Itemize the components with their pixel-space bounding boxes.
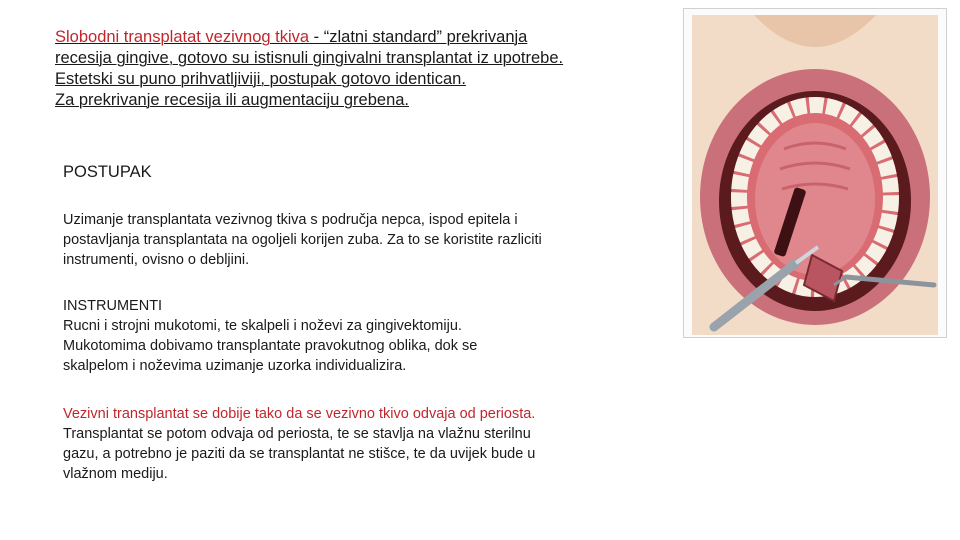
- instrumenti-line: skalpelom i noževima uzimanje uzorka individualizira.: [63, 358, 407, 374]
- postupak-paragraph: [63, 210, 633, 270]
- slide-heading: [55, 27, 675, 111]
- postupak-line: instrumenti, ovisno o debljini.: [63, 252, 250, 268]
- postupak-line: Uzimanje transplantata vezivnog tkiva s područja nepca, ispod epitela i: [63, 212, 518, 228]
- heading-line-2: recesija gingive, gotovo su istisnuli gingivalni transplantat iz upotrebe.: [55, 49, 564, 67]
- final-red-line: Vezivni transplantat se dobije tako da se vezivno tkivo odvaja od periosta.: [63, 406, 536, 422]
- postupak-title: POSTUPAK: [63, 163, 152, 181]
- palate-illustration: [683, 8, 947, 338]
- instrumenti-line: Rucni i strojni mukotomi, te skalpeli i noževi za gingivektomiju.: [63, 318, 462, 334]
- final-line: gazu, a potrebno je paziti da se transplantat ne stišce, te da uvijek bude u: [63, 446, 536, 462]
- heading-line-3: Estetski su puno prihvatljiviji, postupak gotovo identican.: [55, 70, 466, 88]
- heading-line-1: [55, 27, 675, 48]
- heading-red-text: Slobodni transplatat vezivnog tkiva: [55, 28, 310, 46]
- instrumenti-title: INSTRUMENTI: [63, 298, 163, 314]
- instrumenti-line: Mukotomima dobivamo transplantate pravokutnog oblika, dok se: [63, 338, 478, 354]
- final-line: vlažnom mediju.: [63, 466, 168, 482]
- heading-line-4: Za prekrivanje recesija ili augmentaciju grebena.: [55, 91, 410, 109]
- palate-graft-drawing: [684, 9, 946, 337]
- postupak-line: postavljanja transplantata na ogoljeli korijen zuba. Za to se koristite razliciti: [63, 232, 542, 248]
- final-paragraph: [63, 404, 633, 484]
- heading-line-1-rest: - “zlatni standard” prekrivanja: [309, 28, 528, 46]
- instrumenti-paragraph: [63, 296, 633, 376]
- palate: [755, 123, 875, 275]
- final-line: Transplantat se potom odvaja od periosta, te se stavlja na vlažnu sterilnu: [63, 426, 531, 442]
